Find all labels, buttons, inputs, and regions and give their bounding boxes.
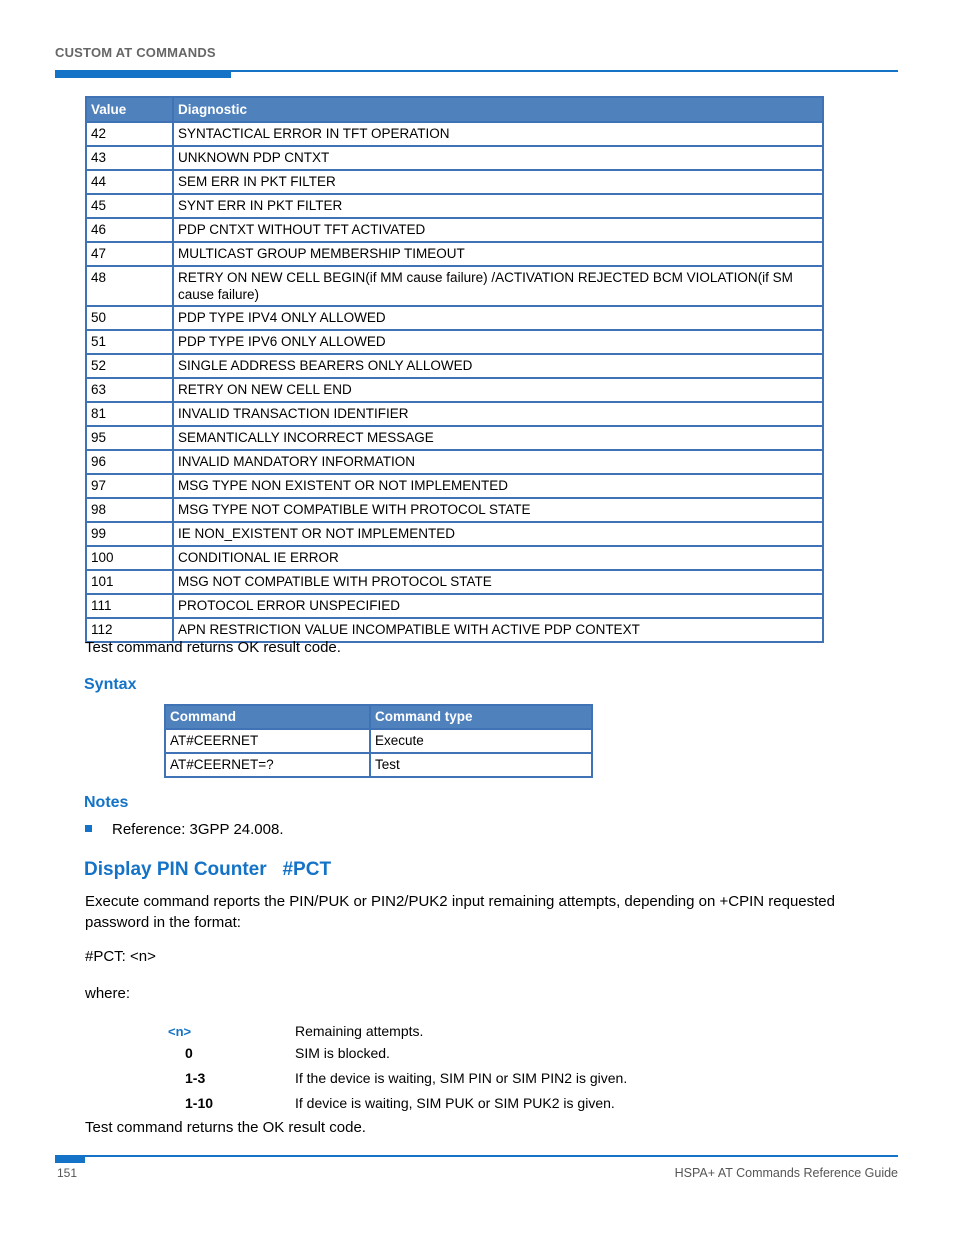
value-cell: 43 [86,146,173,170]
header-tab-accent [55,70,231,78]
param-value: 0 [185,1045,193,1061]
diagnostic-cell: MSG NOT COMPATIBLE WITH PROTOCOL STATE [173,570,823,594]
value-cell: 51 [86,330,173,354]
diagnostic-cell: IE NON_EXISTENT OR NOT IMPLEMENTED [173,522,823,546]
table-row [86,354,823,378]
diagnostic-cell: INVALID MANDATORY INFORMATION [173,450,823,474]
table-row [86,450,823,474]
section-header: CUSTOM AT COMMANDS [55,45,216,60]
diagnostic-table-body [86,122,823,642]
diagnostic-cell: SYNT ERR IN PKT FILTER [173,194,823,218]
diagnostic-cell: SYNTACTICAL ERROR IN TFT OPERATION [173,122,823,146]
diagnostic-cell: RETRY ON NEW CELL BEGIN(if MM cause failure) /ACTIVATION REJECTED BCM VIOLATION(if SM cause failure) [173,266,823,306]
syntax-heading: Syntax [84,676,137,693]
table-row [86,170,823,194]
footer-rule [55,1155,898,1157]
table-row [165,753,592,777]
value-cell: 63 [86,378,173,402]
value-cell: 50 [86,306,173,330]
table-row [86,522,823,546]
page-number: 151 [57,1166,78,1180]
where-label: where: [85,985,131,1002]
value-cell: 112 [86,618,173,642]
syntax-table [164,704,593,778]
table-row [86,426,823,450]
column-header-value: Value [86,97,173,122]
pct-description: Execute command reports the PIN/PUK or PIN2/PUK2 input remaining attempts, depending on +CPIN requested password in the format: [85,893,835,931]
pct-section-heading: Display PIN Counter #PCT [84,859,332,880]
diagnostic-cell: SEMANTICALLY INCORRECT MESSAGE [173,426,823,450]
value-cell: 96 [86,450,173,474]
command-cell: AT#CEERNET [165,729,370,753]
diagnostic-cell: MULTICAST GROUP MEMBERSHIP TIMEOUT [173,242,823,266]
diagnostic-cell: PDP TYPE IPV6 ONLY ALLOWED [173,330,823,354]
table-row [86,218,823,242]
param-value-desc: If the device is waiting, SIM PIN or SIM PIN2 is given. [295,1070,628,1086]
diagnostic-cell: PDP TYPE IPV4 ONLY ALLOWED [173,306,823,330]
table-row [86,146,823,170]
table-row [86,570,823,594]
diagnostic-cell: SINGLE ADDRESS BEARERS ONLY ALLOWED [173,354,823,378]
table-row [86,306,823,330]
document-title: HSPA+ AT Commands Reference Guide [674,1166,898,1180]
diagnostic-cell: PDP CNTXT WITHOUT TFT ACTIVATED [173,218,823,242]
table-row [86,546,823,570]
diagnostic-cell: UNKNOWN PDP CNTXT [173,146,823,170]
value-cell: 46 [86,218,173,242]
table-row [86,242,823,266]
value-cell: 111 [86,594,173,618]
param-n-name: <n> [168,1024,192,1039]
value-cell: 52 [86,354,173,378]
diagnostic-cell: APN RESTRICTION VALUE INCOMPATIBLE WITH ACTIVE PDP CONTEXT [173,618,823,642]
test-command-note: Test command returns OK result code. [85,639,341,656]
table-row [165,729,592,753]
column-header-command: Command [165,705,370,729]
pct-test-note: Test command returns the OK result code. [85,1119,366,1136]
table-row [86,594,823,618]
table-row [86,474,823,498]
param-value: 1-10 [185,1095,214,1111]
value-cell: 44 [86,170,173,194]
diagnostic-cell: MSG TYPE NON EXISTENT OR NOT IMPLEMENTED [173,474,823,498]
diagnostic-cell: CONDITIONAL IE ERROR [173,546,823,570]
param-value: 1-3 [185,1070,206,1086]
value-cell: 45 [86,194,173,218]
value-cell: 101 [86,570,173,594]
table-row [86,194,823,218]
table-row [86,498,823,522]
value-cell: 47 [86,242,173,266]
notes-bullet-text: Reference: 3GPP 24.008. [112,821,284,838]
command-type-cell: Test [370,753,592,777]
value-cell: 97 [86,474,173,498]
table-header-row [86,97,823,122]
diagnostic-cell: PROTOCOL ERROR UNSPECIFIED [173,594,823,618]
command-type-cell: Execute [370,729,592,753]
value-cell: 81 [86,402,173,426]
column-header-command-type: Command type [370,705,592,729]
value-cell: 48 [86,266,173,306]
param-value-desc: SIM is blocked. [295,1045,390,1061]
diagnostic-cell: RETRY ON NEW CELL END [173,378,823,402]
param-value-desc: If device is waiting, SIM PUK or SIM PUK2 is given. [295,1095,615,1111]
pct-format: #PCT: <n> [85,948,156,965]
diagnostic-cell: SEM ERR IN PKT FILTER [173,170,823,194]
param-n-desc: Remaining attempts. [295,1023,424,1039]
column-header-diagnostic: Diagnostic [173,97,823,122]
table-row [86,402,823,426]
diagnostic-table [85,96,824,643]
command-cell: AT#CEERNET=? [165,753,370,777]
footer-tab-accent [55,1155,85,1163]
table-row [86,378,823,402]
square-bullet-icon [85,825,92,832]
diagnostic-cell: MSG TYPE NOT COMPATIBLE WITH PROTOCOL STATE [173,498,823,522]
value-cell: 99 [86,522,173,546]
table-row [86,122,823,146]
notes-heading: Notes [84,794,129,811]
table-row [86,330,823,354]
value-cell: 100 [86,546,173,570]
value-cell: 98 [86,498,173,522]
value-cell: 95 [86,426,173,450]
table-row [86,266,823,306]
diagnostic-cell: INVALID TRANSACTION IDENTIFIER [173,402,823,426]
table-header-row [165,705,592,729]
value-cell: 42 [86,122,173,146]
